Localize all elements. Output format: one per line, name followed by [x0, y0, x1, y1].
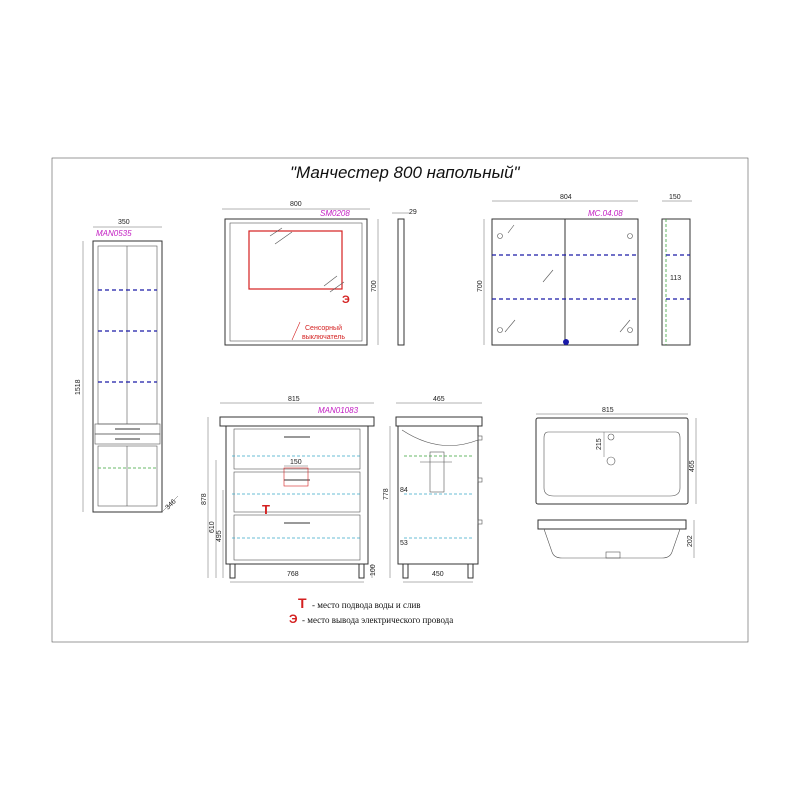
legend-water-text: - место подвода воды и слив: [312, 600, 421, 610]
sink-width-dim: 815: [602, 407, 614, 414]
vanity-front-drawing: [201, 396, 377, 582]
mirror-electric-marker: Э: [342, 294, 350, 306]
cab-height-dim: 700: [477, 280, 484, 292]
pc-depth-dim: 346: [164, 498, 178, 512]
cab-shelf-dim: 113: [670, 275, 682, 282]
van-leg-dim: 100: [370, 564, 377, 576]
side-depth-dim: 465: [433, 396, 445, 403]
legend: [289, 595, 453, 626]
legend-electric-text: - место вывода электрического провода: [302, 615, 454, 625]
van-height-495-dim: 495: [216, 530, 223, 542]
mirror-width-dim: 800: [290, 201, 302, 208]
mirror-switch-label-2: выключатель: [302, 334, 345, 341]
van-top-width-dim: 815: [288, 396, 300, 403]
pc-height-dim: 1518: [75, 379, 82, 395]
sink-top-drawing: [536, 407, 696, 504]
sink-depth-dim: 465: [689, 460, 696, 472]
sink-side-drawing: [538, 520, 694, 558]
sink-215-dim: 215: [596, 438, 603, 450]
mirror-depth-dim: 29: [409, 209, 417, 216]
drawing-title: "Манчестер 800 напольный": [290, 163, 520, 182]
vanity-water-marker: Т: [262, 502, 270, 517]
legend-electric-symbol: Э: [289, 612, 298, 626]
side-84-dim: 84: [400, 487, 408, 494]
side-height-dim: 778: [383, 488, 390, 500]
mirror-cabinet-drawing: [477, 194, 692, 345]
mirror-drawing: [222, 201, 417, 345]
van-height-878-dim: 878: [201, 493, 208, 505]
sheet-frame: [52, 158, 748, 642]
legend-water-symbol: Т: [298, 595, 307, 611]
mirror-code: SM0208: [320, 209, 350, 218]
mirror-switch-label-1: Сенсорный: [305, 325, 342, 332]
van-inner-width-dim: 768: [287, 571, 299, 578]
pencil-case-drawing: [75, 219, 178, 512]
cab-width-dim: 804: [560, 194, 572, 201]
van-pipe-dim: 150: [290, 459, 302, 466]
cab-depth-dim: 150: [669, 194, 681, 201]
van-height-610-dim: 610: [209, 521, 216, 533]
side-inner-dim: 450: [432, 571, 444, 578]
sink-height-dim: 202: [687, 535, 694, 547]
vanity-side-drawing: [383, 396, 482, 582]
cab-code: MC.04.08: [588, 209, 623, 218]
mirror-height-dim: 700: [371, 280, 378, 292]
pc-width-dim: 350: [118, 219, 130, 226]
vanity-code: MAN01083: [318, 406, 359, 415]
pc-code: MAN0535: [96, 229, 132, 238]
side-53-dim: 53: [400, 540, 408, 547]
